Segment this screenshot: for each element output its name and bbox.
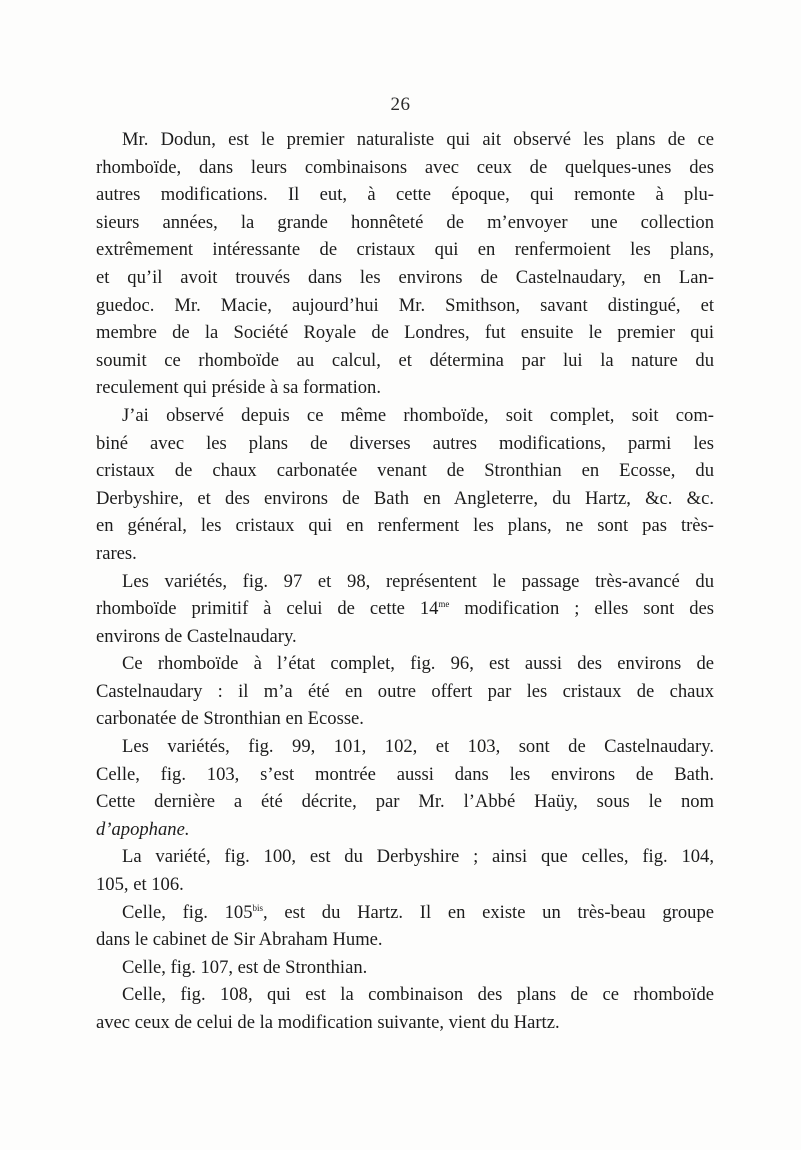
text-line-content: Les variétés, fig. 99, 101, 102, et 103, sont de Castelnaudary. [122,736,714,758]
text-line [96,292,714,320]
text-line [96,954,714,982]
text-line [96,595,714,623]
text-line [96,788,714,816]
text-line [96,926,714,954]
text-line-content: Celle, fig. 108, qui est la combinaison des plans de ce rhomboïde [122,984,714,1006]
body-text [96,126,714,1037]
text-line-content: membre de la Société Royale de Londres, fut ensuite le premier qui [96,322,714,344]
text-line-content: 105, et 106. [96,874,184,896]
text-line-content: en général, les cristaux qui en renferment les plans, ne sont pas très- [96,515,714,537]
page-number: 26 [390,94,411,115]
text-line [96,512,714,540]
text-line [96,1009,714,1037]
text-line [96,264,714,292]
text-line-content: cristaux de chaux carbonatée venant de Stronthian en Ecosse, du [96,460,714,482]
text-line-content: guedoc. Mr. Macie, aujourd’hui Mr. Smithson, savant distingué, et [96,294,714,316]
text-line-content: rhomboïde, dans leurs combinaisons avec ceux de quelques-unes des [96,156,714,178]
text-line [96,540,714,568]
text-line-content: Les variétés, fig. 97 et 98, représentent le passage très-avancé du [122,570,714,592]
italic-term: d’apophane. [96,818,190,840]
text-line-content: Cette dernière a été décrite, par Mr. l’Abbé Haüy, sous le nom [96,791,714,813]
text-line [96,816,714,844]
text-line-content: J’ai observé depuis ce même rhomboïde, soit complet, soit com- [122,404,714,426]
text-line-continuation: modification ; elles sont des [449,598,714,620]
text-line-content: Celle, fig. 107, est de Stronthian. [122,956,368,978]
text-line-content: dans le cabinet de Sir Abraham Hume. [96,929,383,951]
text-line-content: rhomboïde primitif à celui de cette 14 [96,598,439,620]
text-line-content: Mr. Dodun, est le premier naturaliste qui ait observé les plans de ce [122,129,714,150]
text-line [96,733,714,761]
text-line [96,402,714,430]
text-line-content: biné avec les plans de diverses autres modifications, parmi les [96,432,714,454]
text-line-content: autres modifications. Il eut, à cette époque, qui remonte à plu- [96,184,714,206]
text-line [96,568,714,596]
text-line-content: rares. [96,542,137,564]
text-line [96,374,714,402]
text-line [96,705,714,733]
text-line [96,899,714,927]
text-line [96,871,714,899]
text-line [96,485,714,513]
text-line-content: Ce rhomboïde à l’état complet, fig. 96, est aussi des environs de [122,653,714,675]
text-line [96,761,714,789]
text-line [96,981,714,1009]
text-line [96,209,714,237]
text-line [96,457,714,485]
text-line [96,236,714,264]
text-line-content: Castelnaudary : il m’a été en outre offert par les cristaux de chaux [96,680,714,702]
text-line [96,154,714,182]
superscript: me [438,599,450,610]
text-line-content: environs de Castelnaudary. [96,625,297,647]
text-line-continuation: , est du Hartz. Il en existe un très-beau groupe [263,901,714,923]
text-line [96,843,714,871]
text-line [96,126,714,154]
superscript: bis [252,902,264,913]
text-line [96,319,714,347]
text-line [96,650,714,678]
text-line-content: reculement qui préside à sa formation. [96,377,381,399]
text-line-content: La variété, fig. 100, est du Derbyshire ; ainsi que celles, fig. 104, [122,846,714,868]
text-line [96,430,714,458]
text-line-content: Derbyshire, et des environs de Bath en Angleterre, du Hartz, &c. &c. [96,487,714,509]
text-line-content: Celle, fig. 105 [122,901,253,923]
text-line-content: et qu’il avoit trouvés dans les environs de Castelnaudary, en Lan- [96,266,714,288]
text-line [96,678,714,706]
text-line [96,347,714,375]
text-line-content: carbonatée de Stronthian en Ecosse. [96,708,364,730]
text-line-content: avec ceux de celui de la modification suivante, vient du Hartz. [96,1012,560,1033]
text-line-content: Celle, fig. 103, s’est montrée aussi dans les environs de Bath. [96,763,714,785]
text-line-content: sieurs années, la grande honnêteté de m’envoyer une collection [96,211,714,233]
text-line-content: extrêmement intéressante de cristaux qui en renfermoient les plans, [96,239,714,261]
text-line [96,623,714,651]
text-line-content: soumit ce rhomboïde au calcul, et détermina par lui la nature du [96,349,714,371]
text-line [96,181,714,209]
